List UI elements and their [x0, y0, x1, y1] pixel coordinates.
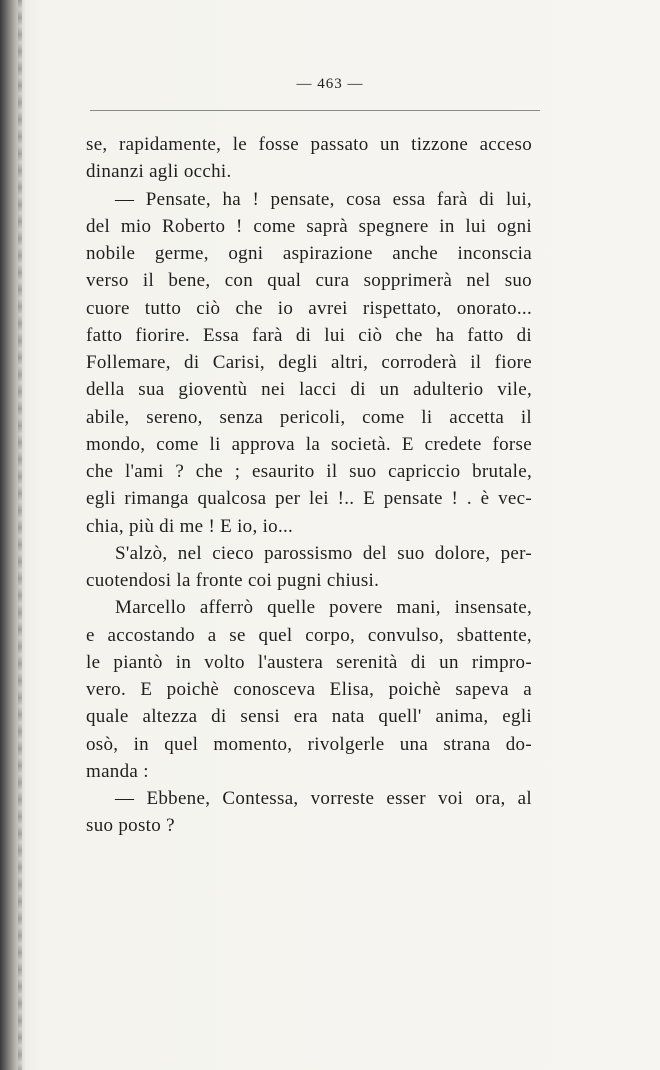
text-line: se, rapidamente, le fosse passato un tizzone acceso: [86, 134, 532, 155]
text-line: vero. E poichè conosceva Elisa, poichè sapeva a: [86, 679, 532, 700]
text-line: dinanzi agli occhi.: [86, 161, 232, 183]
page-number: — 463 —: [296, 76, 364, 92]
binding-shadow: [18, 0, 22, 1070]
text-line: quale altezza di sensi era nata quell' anima, egli: [86, 706, 532, 728]
text-line: — Pensate, ha ! pensate, cosa essa farà di lui,: [115, 188, 532, 210]
header-rule: [90, 110, 540, 111]
text-line: della sua gioventù nei lacci di un adulterio vile,: [86, 379, 532, 401]
text-line: le piantò in volto l'austera serenità di un rimpro-: [86, 651, 532, 673]
text-line: che l'ami ? che ; esaurito il suo capriccio brutale,: [86, 461, 532, 482]
text-line: egli rimanga qualcosa per lei !.. E pensate ! . è vec-: [86, 488, 532, 510]
text-line: osò, in quel momento, rivolgerle una strana do-: [86, 733, 532, 755]
text-line: abile, sereno, senza pericoli, come li accetta il: [86, 406, 532, 428]
book-binding-edge: [0, 0, 26, 1070]
text-line: e accostando a se quel corpo, convulso, sbattente,: [86, 624, 532, 646]
text-line: cuotendosi la fronte coi pugni chiusi.: [86, 570, 380, 591]
text-line: cuore tutto ciò che io avrei rispettato, onorato...: [86, 297, 532, 319]
text-line: del mio Roberto ! come saprà spegnere in lui ogni: [86, 215, 532, 237]
text-line: chia, più di me ! E io, io...: [86, 515, 294, 537]
text-line: manda :: [86, 760, 149, 782]
body-text: [86, 131, 532, 840]
text-line: verso il bene, con qual cura sopprimerà nel suo: [86, 270, 532, 292]
text-line: — Ebbene, Contessa, vorreste esser voi ora, al: [115, 788, 532, 809]
text-line: mondo, come li approva la società. E credete forse: [86, 433, 532, 455]
text-line: fatto fiorire. Essa farà di lui ciò che ha fatto di: [86, 324, 532, 346]
text-line: nobile germe, ogni aspirazione anche inconscia: [86, 243, 532, 264]
text-line: Marcello afferrò quelle povere mani, insensate,: [115, 597, 532, 619]
text-line: S'alzò, nel cieco parossismo del suo dolore, per-: [115, 542, 532, 564]
text-line: Follemare, di Carisi, degli altri, corroderà il fiore: [86, 352, 532, 373]
text-line: suo posto ?: [86, 815, 175, 837]
